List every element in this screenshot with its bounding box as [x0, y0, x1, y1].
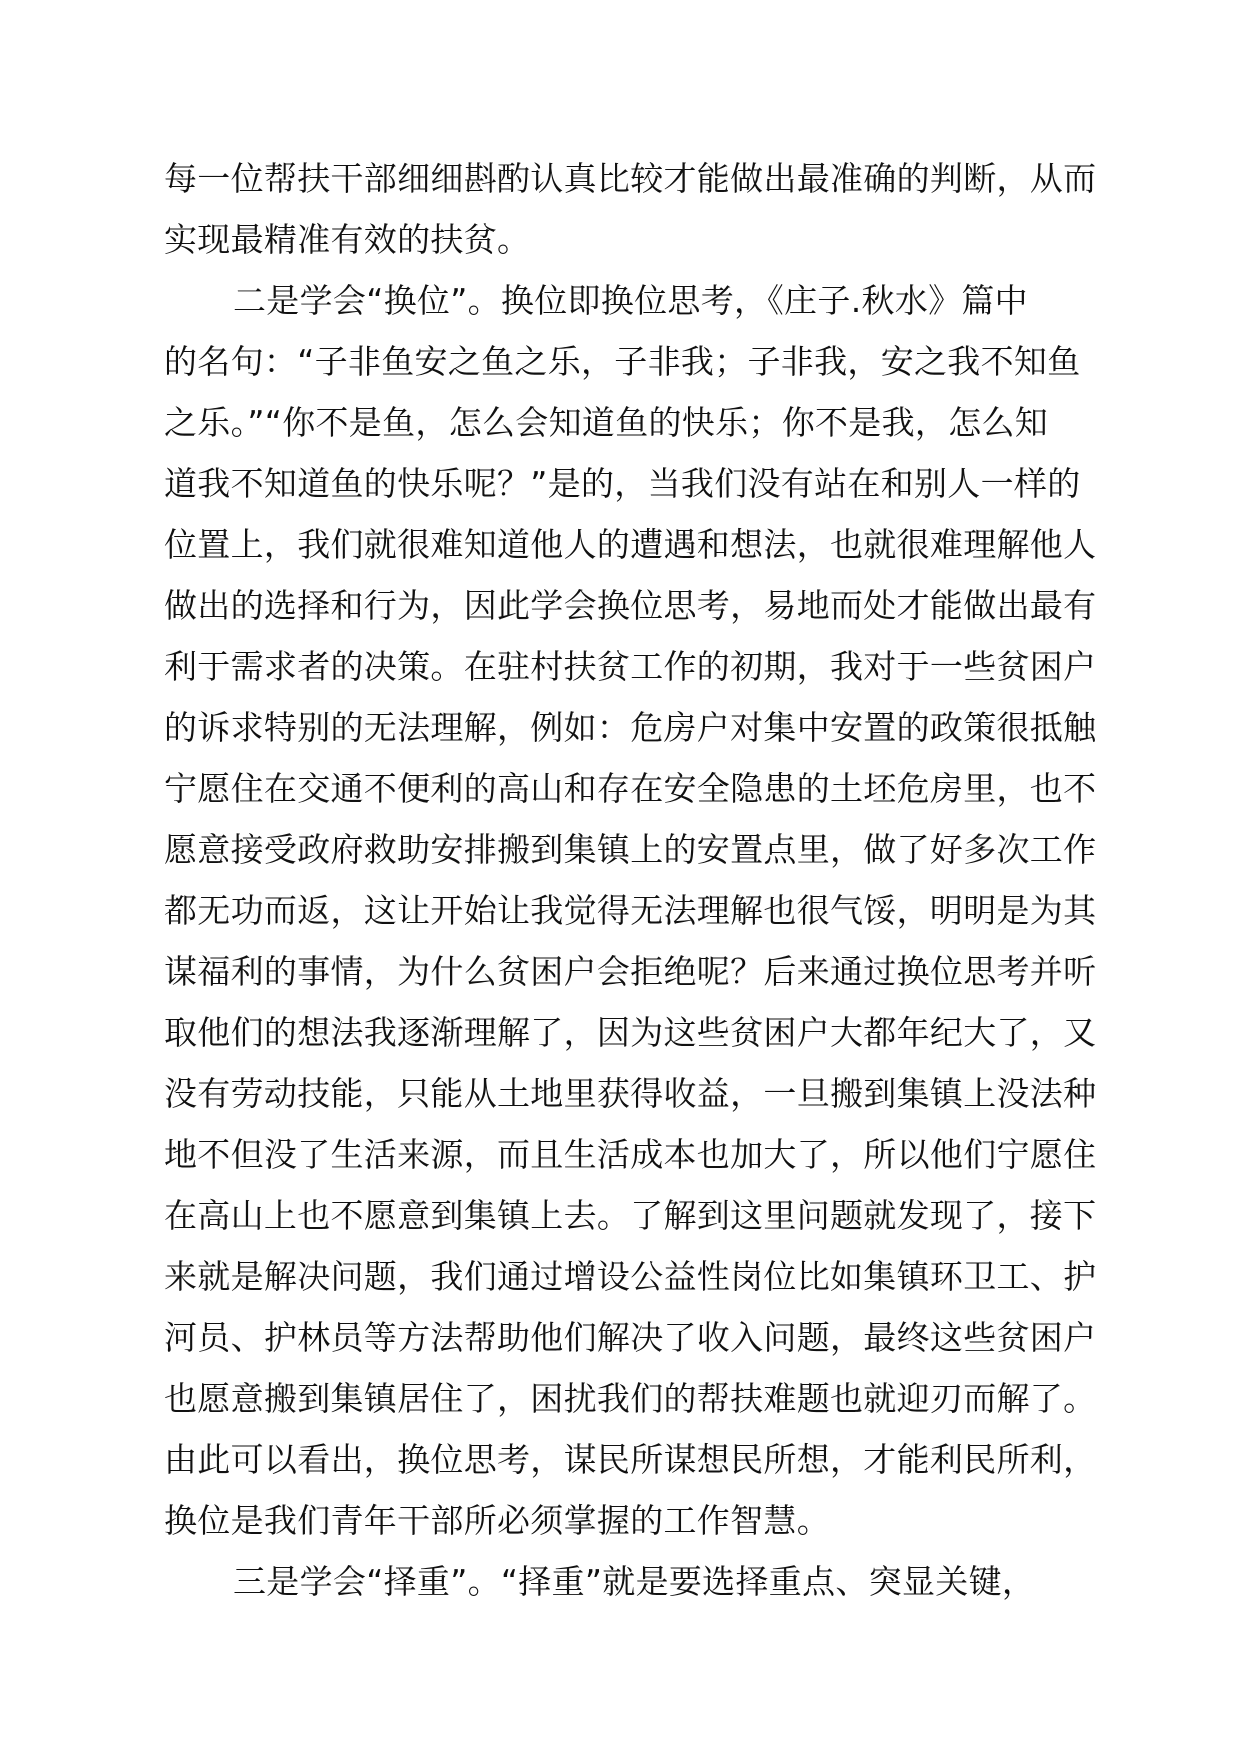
- text-line: 之乐。”“你不是鱼，怎么会知道鱼的快乐；你不是我，怎么知: [164, 403, 1049, 442]
- text-line: 谋福利的事情，为什么贫困户会拒绝呢？后来通过换位思考并听: [164, 952, 1097, 991]
- text-line: 换位是我们青年干部所必须掌握的工作智慧。: [164, 1501, 830, 1540]
- text-line: 地不但没了生活来源，而且生活成本也加大了，所以他们宁愿住: [164, 1135, 1097, 1174]
- text-line: 的名句：“子非鱼安之鱼之乐，子非我；子非我，安之我不知鱼: [164, 342, 1081, 381]
- text-line: 做出的选择和行为，因此学会换位思考，易地而处才能做出最有: [164, 586, 1097, 625]
- text-line: 河员、护林员等方法帮助他们解决了收入问题，最终这些贫困户: [164, 1318, 1097, 1357]
- text-line: 在高山上也不愿意到集镇上去。了解到这里问题就发现了，接下: [164, 1196, 1097, 1235]
- text-line: 没有劳动技能，只能从土地里获得收益，一旦搬到集镇上没法种: [164, 1074, 1097, 1113]
- paragraph-start-line: 三是学会“择重”。“择重”就是要选择重点、突显关键，: [233, 1562, 1036, 1601]
- text-line: 由此可以看出，换位思考，谋民所谋想民所想，才能利民所利，: [164, 1440, 1097, 1479]
- text-line: 宁愿住在交通不便利的高山和存在安全隐患的土坯危房里，也不: [164, 769, 1097, 808]
- body-text: [164, 148, 1104, 1612]
- text-line: 也愿意搬到集镇居住了，困扰我们的帮扶难题也就迎刃而解了。: [164, 1379, 1097, 1418]
- paragraph-start-line: 二是学会“换位”。换位即换位思考，《庄子.秋水》篇中: [233, 281, 1028, 320]
- text-line: 来就是解决问题，我们通过增设公益性岗位比如集镇环卫工、护: [164, 1257, 1097, 1296]
- text-line: 都无功而返，这让开始让我觉得无法理解也很气馁，明明是为其: [164, 891, 1097, 930]
- text-line: 位置上，我们就很难知道他人的遭遇和想法，也就很难理解他人: [164, 525, 1097, 564]
- text-line: 愿意接受政府救助安排搬到集镇上的安置点里，做了好多次工作: [164, 830, 1097, 869]
- text-line: 利于需求者的决策。在驻村扶贫工作的初期，我对于一些贫困户: [164, 647, 1097, 686]
- text-line: 取他们的想法我逐渐理解了，因为这些贫困户大都年纪大了，又: [164, 1013, 1097, 1052]
- text-line: 每一位帮扶干部细细斟酌认真比较才能做出最准确的判断，从而: [164, 159, 1097, 198]
- text-line: 道我不知道鱼的快乐呢？”是的，当我们没有站在和别人一样的: [164, 464, 1081, 503]
- text-line: 的诉求特别的无法理解，例如：危房户对集中安置的政策很抵触: [164, 708, 1097, 747]
- text-line: 实现最精准有效的扶贫。: [164, 220, 531, 259]
